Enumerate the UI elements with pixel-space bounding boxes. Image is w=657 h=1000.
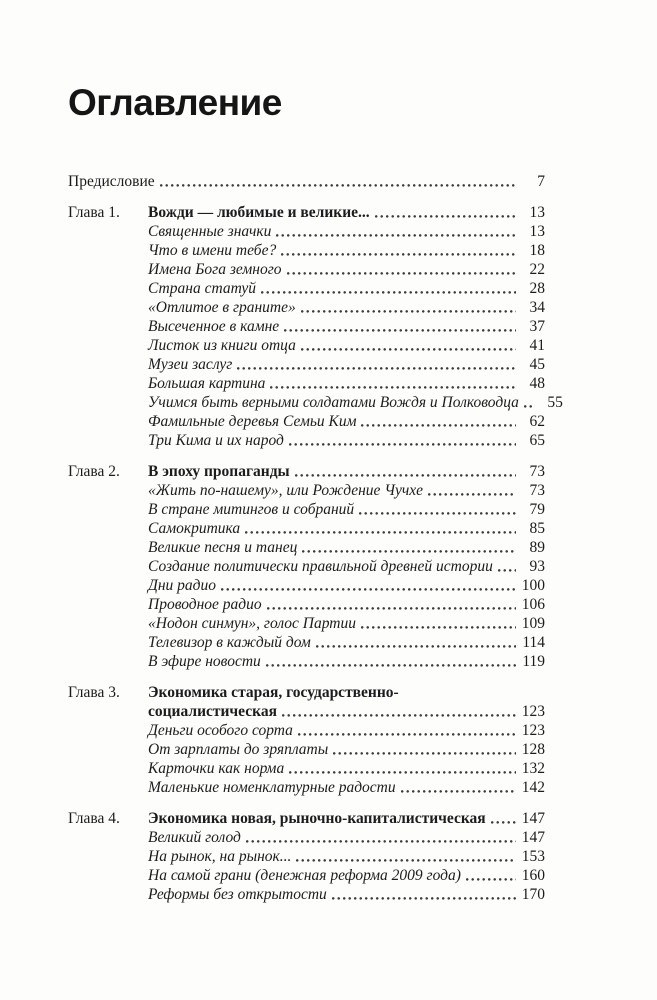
page-number: 79 — [529, 501, 545, 518]
chapter-title-line — [148, 809, 545, 828]
dot-leader — [375, 214, 516, 219]
section-entry — [148, 374, 545, 393]
page-number: 13 — [529, 204, 545, 221]
page-number: 41 — [529, 337, 545, 354]
section-title: Карточки как норма — [148, 760, 285, 777]
page-number: 22 — [529, 261, 545, 278]
section-entry — [148, 595, 545, 614]
page-number: 109 — [521, 615, 545, 632]
chapter-heading-row — [68, 683, 545, 721]
section-title: Реформы без открытости — [148, 886, 327, 903]
page-number: 114 — [522, 634, 545, 651]
section-title: Что в имени тебе? — [148, 242, 277, 259]
preface-label: Предисловие — [68, 173, 155, 190]
dot-leader — [246, 839, 516, 844]
chapter-title: Экономика новая, рыночно-капиталистическая — [148, 810, 486, 827]
chapter-heading-row — [68, 462, 545, 481]
chapter-block — [68, 203, 563, 450]
section-title: В эфире новости — [148, 653, 261, 670]
section-title: Маленькие номенклатурные радости — [148, 779, 396, 796]
section-entry — [148, 778, 545, 797]
page-title: Оглавление — [68, 82, 282, 123]
dot-leader — [298, 732, 516, 737]
section-title: Музеи заслуг — [148, 356, 233, 373]
section-title: Дни радио — [148, 577, 217, 594]
section-title: Самокритика — [148, 520, 241, 537]
page-number: 62 — [529, 413, 545, 430]
page-number: 170 — [521, 886, 545, 903]
dot-leader — [302, 549, 516, 554]
section-title: Создание политически правильной древней истории — [148, 558, 493, 575]
dot-leader — [491, 820, 516, 825]
section-title: «Отлитое в граните» — [148, 299, 296, 316]
section-entry — [148, 633, 545, 652]
dot-leader — [296, 858, 516, 863]
dot-leader — [333, 751, 516, 756]
section-title: От зарплаты до зряплаты — [148, 741, 329, 758]
page-number: 45 — [529, 356, 545, 373]
section-title: Высеченное в камне — [148, 318, 280, 335]
chapter-title-group — [148, 809, 545, 828]
dot-leader — [160, 183, 516, 188]
section-entry — [148, 847, 545, 866]
chapter-title: В эпоху пропаганды — [148, 463, 290, 480]
section-entry — [148, 652, 545, 671]
section-entry — [148, 740, 545, 759]
chapter-title-group — [148, 203, 545, 222]
section-entry — [148, 481, 545, 500]
dot-leader — [301, 347, 516, 352]
page-number: 147 — [521, 810, 545, 827]
page-number: 100 — [521, 577, 545, 594]
dot-leader — [295, 473, 516, 478]
section-title: Учимся быть верными солдатами Вождя и Полководца — [148, 394, 519, 411]
chapter-title: социалистическая — [148, 703, 277, 720]
section-title: Страна статуй — [148, 280, 257, 297]
chapter-label: Глава 2. — [68, 463, 120, 480]
chapter-block — [68, 683, 545, 797]
page-number: 123 — [521, 722, 545, 739]
page-number: 132 — [521, 760, 545, 777]
dot-leader — [428, 492, 516, 497]
section-entry — [148, 355, 545, 374]
page-number: 119 — [522, 653, 545, 670]
dot-leader — [284, 328, 516, 333]
section-entry — [148, 279, 545, 298]
section-entry — [148, 614, 545, 633]
chapter-block — [68, 809, 545, 904]
section-entry — [148, 222, 545, 241]
section-title: Великие песня и танец — [148, 539, 298, 556]
chapter-title-group — [148, 683, 545, 721]
section-title: Листок из книги отца — [148, 337, 296, 354]
section-entry — [148, 885, 545, 904]
dot-leader — [332, 896, 516, 901]
page-number: 73 — [529, 463, 545, 480]
dot-leader — [266, 663, 516, 668]
chapter-title-line — [148, 203, 545, 222]
page-number: 89 — [529, 539, 545, 556]
section-title: Деньги особого сорта — [148, 722, 293, 739]
page-number: 18 — [529, 242, 545, 259]
page-number: 85 — [529, 520, 545, 537]
section-entry — [148, 393, 563, 412]
section-entry — [148, 866, 545, 885]
page-number: 106 — [521, 596, 545, 613]
chapter-block — [68, 462, 545, 671]
page-number: 7 — [537, 173, 545, 190]
page-number: 37 — [529, 318, 545, 335]
dot-leader — [316, 644, 516, 649]
chapter-heading-row — [68, 809, 545, 828]
section-entry — [148, 298, 545, 317]
chapter-label: Глава 4. — [68, 810, 120, 827]
section-entry — [148, 260, 545, 279]
section-entry — [148, 721, 545, 740]
dot-leader — [359, 511, 516, 516]
chapter-label: Глава 1. — [68, 204, 120, 221]
dot-leader — [361, 625, 516, 630]
page-number: 93 — [529, 558, 545, 575]
page-number: 128 — [521, 741, 545, 758]
dot-leader — [498, 568, 516, 573]
section-title: «Нодон синмун», голос Партии — [148, 615, 356, 632]
section-title: Проводное радио — [148, 596, 262, 613]
section-title: Священные значки — [148, 223, 272, 240]
chapter-title-group — [148, 462, 545, 481]
dot-leader — [289, 442, 516, 447]
chapter-list — [68, 203, 563, 904]
dot-leader — [289, 770, 516, 775]
dot-leader — [261, 290, 516, 295]
dot-leader — [276, 233, 516, 238]
section-title: Великий голод — [148, 829, 241, 846]
chapter-title: Вожди — любимые и великие... — [148, 204, 370, 221]
dot-leader — [301, 309, 516, 314]
page-number: 147 — [521, 829, 545, 846]
section-entry — [148, 431, 545, 450]
page-number: 28 — [529, 280, 545, 297]
section-title: Телевизор в каждый дом — [148, 634, 311, 651]
page-number: 142 — [521, 779, 545, 796]
dot-leader — [466, 877, 516, 882]
section-title: Имена Бога земного — [148, 261, 282, 278]
dot-leader — [267, 606, 516, 611]
chapter-label: Глава 3. — [68, 684, 120, 701]
page-number: 48 — [529, 375, 545, 392]
section-title: Три Кима и их народ — [148, 432, 284, 449]
section-entry — [148, 336, 545, 355]
section-entry — [148, 828, 545, 847]
chapter-title-line-1: Экономика старая, государственно- — [148, 684, 399, 701]
page-number: 160 — [521, 867, 545, 884]
section-entry — [148, 576, 545, 595]
section-title: На самой грани (денежная реформа 2009 года) — [148, 867, 461, 884]
page-number: 73 — [529, 482, 545, 499]
dot-leader — [287, 271, 516, 276]
section-title: На рынок, на рынок... — [148, 848, 292, 865]
dot-leader — [524, 404, 534, 409]
section-title: В стране митингов и собраний — [148, 501, 355, 518]
page-number: 153 — [521, 848, 545, 865]
page-number: 13 — [529, 223, 545, 240]
page-number: 123 — [521, 703, 545, 720]
page-number: 55 — [547, 394, 563, 411]
section-title: Фамильные деревья Семьи Ким — [148, 413, 357, 430]
section-title: Большая картина — [148, 375, 266, 392]
dot-leader — [281, 252, 516, 257]
section-entry — [148, 412, 545, 431]
section-entry — [148, 317, 545, 336]
dot-leader — [221, 587, 516, 592]
section-entry — [148, 519, 545, 538]
chapter-title-line — [148, 702, 545, 721]
chapter-heading-row — [68, 203, 545, 222]
page-number: 65 — [529, 432, 545, 449]
section-entry — [148, 500, 545, 519]
dot-leader — [401, 789, 516, 794]
section-entry — [148, 538, 545, 557]
dot-leader — [282, 713, 516, 718]
page-number: 34 — [529, 299, 545, 316]
chapter-title-line — [148, 462, 545, 481]
dot-leader — [237, 366, 516, 371]
dot-leader — [361, 423, 516, 428]
section-entry — [148, 759, 545, 778]
preface-entry — [68, 172, 545, 191]
section-entry — [148, 241, 545, 260]
dot-leader — [270, 385, 516, 390]
dot-leader — [245, 530, 516, 535]
section-entry — [148, 557, 545, 576]
section-title: «Жить по-нашему», или Рождение Чучхе — [148, 482, 424, 499]
